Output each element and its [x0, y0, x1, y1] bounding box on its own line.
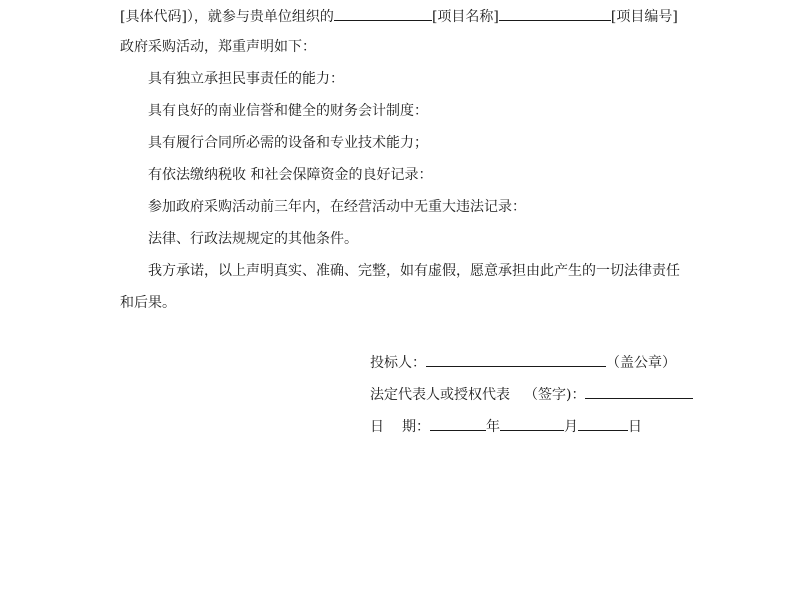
- date-line: [370, 416, 642, 434]
- blank-month: [500, 416, 564, 431]
- declaration-item: 具有履行合同所必需的设备和专业技术能力；: [148, 135, 428, 151]
- bidder-label: 投标人：: [370, 355, 426, 371]
- day-label: 日: [628, 419, 642, 435]
- year-label: 年: [486, 419, 500, 435]
- intro-code-text: [具体代码]），就参与贵单位组织的: [120, 9, 334, 25]
- intro-project-number-label: [项目编号]: [610, 9, 678, 25]
- intro-line-1: [120, 6, 678, 24]
- commitment-line-1: 我方承诺，以上声明真实、准确、完整，如有虚假，愿意承担由此产生的一切法律责任: [148, 263, 680, 279]
- declaration-item: 具有良好的南业信誉和健全的财务会计制度：: [148, 103, 428, 119]
- blank-project-name: [334, 6, 432, 21]
- date-label-first: 日: [370, 419, 384, 435]
- seal-note: （盖公章）: [606, 355, 676, 371]
- blank-year: [430, 416, 486, 431]
- declaration-item: 有依法缴纳税收 和社会保障资金的良好记录：: [148, 167, 433, 183]
- month-label: 月: [564, 419, 578, 435]
- blank-day: [578, 416, 628, 431]
- representative-label: 法定代表人或授权代表: [370, 387, 510, 403]
- representative-sign-label: （签字)：: [524, 387, 586, 403]
- intro-project-name-label: [项目名称]: [431, 9, 499, 25]
- intro-line-2: 政府采购活动，郑重声明如下：: [120, 39, 316, 55]
- bidder-line: [370, 352, 676, 370]
- declaration-item: 具有独立承担民事责任的能力：: [148, 71, 344, 87]
- declaration-item: 法律、行政法规规定的其他条件。: [148, 231, 358, 247]
- representative-line: [370, 384, 693, 402]
- blank-project-number: [499, 6, 611, 21]
- blank-representative-signature: [585, 384, 693, 399]
- declaration-item: 参加政府采购活动前三年内，在经营活动中无重大违法记录：: [148, 199, 526, 215]
- date-label-second: 期：: [402, 419, 430, 435]
- blank-bidder: [426, 352, 606, 367]
- commitment-line-2: 和后果。: [120, 295, 176, 311]
